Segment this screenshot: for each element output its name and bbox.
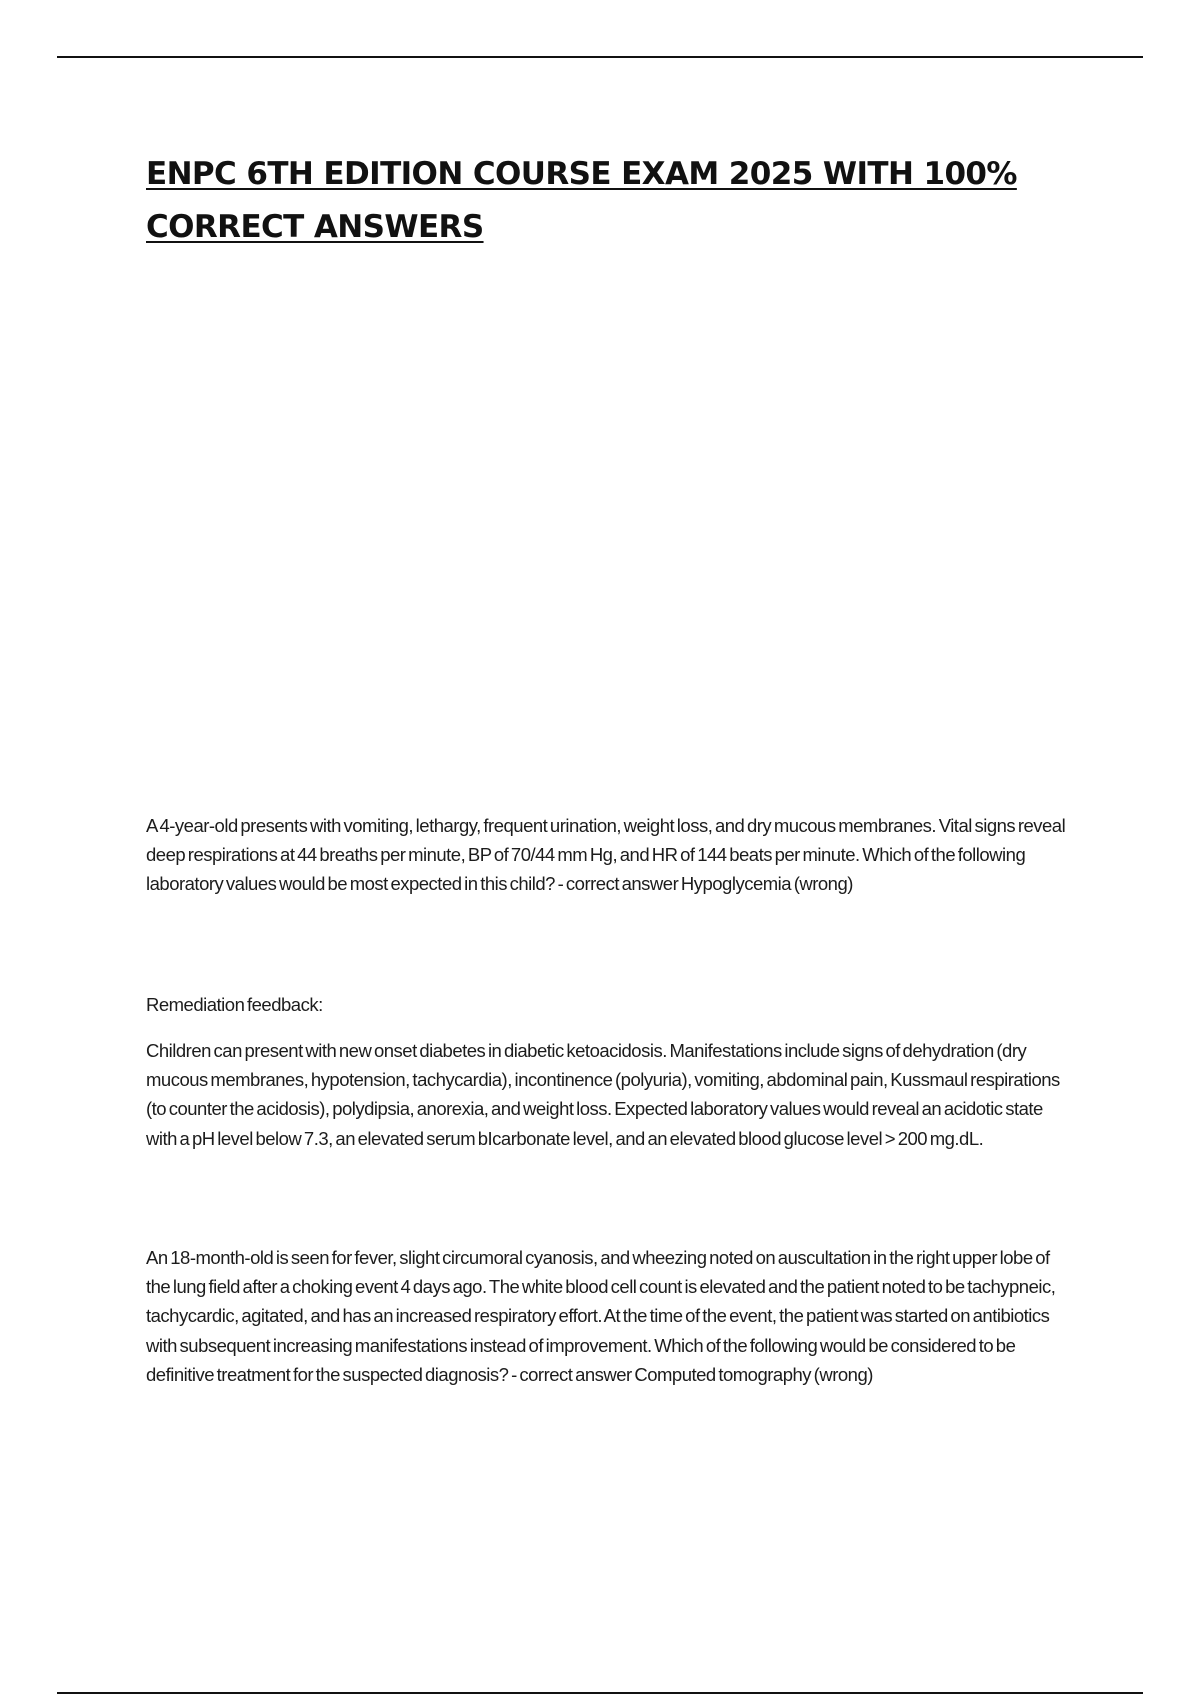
question-1-text: A 4-year-old presents with vomiting, lethargy, frequent urination, weight loss, and dry mucous membranes. Vital signs reveal deep respirations at 44 breaths per minute, BP of 70/44 mm Hg, and HR of 144 beats per minute. Which of the following laboratory values would be most expected in this child? - correct answer Hypoglycemia (wrong) [146,815,1066,895]
title-line-2: CORRECT ANSWERS [146,209,484,245]
remediation-feedback-text: Children can present with new onset diabetes in diabetic ketoacidosis. Manifestations include signs of dehydration (dry mucous membranes, hypotension, tachycardia), incontinence (polyuria), vomiting, abdominal pain, Kussmaul respirations (to counter the acidosis), polydipsia, anorexia, and weight loss. Expected laboratory values would reveal an acidotic state with a pH level below 7.3, an elevated serum bIcarbonate level, and an elevated blood glucose level > 200 mg.dL. [146,1040,1060,1149]
question-2-text: An 18-month-old is seen for fever, slight circumoral cyanosis, and wheezing noted on auscultation in the right upper lobe of the lung field after a choking event 4 days ago. The white blood cell count is elevated and the patient noted to be tachypneic, tachycardic, agitated, and has an increased respiratory effort. At the time of the event, the patient was started on antibiotics with subsequent increasing manifestations instead of improvement. Which of the following would be considered to be definitive treatment for the suspected diagnosis? - correct answer Computed tomography (wrong) [146,1247,1056,1385]
title-line-1: ENPC 6TH EDITION COURSE EXAM 2025 WITH 100% [146,156,1017,192]
document-title [146,148,1046,254]
bottom-divider [57,1692,1143,1694]
top-divider [57,56,1143,58]
remediation-feedback-label: Remediation feedback: [146,994,323,1015]
